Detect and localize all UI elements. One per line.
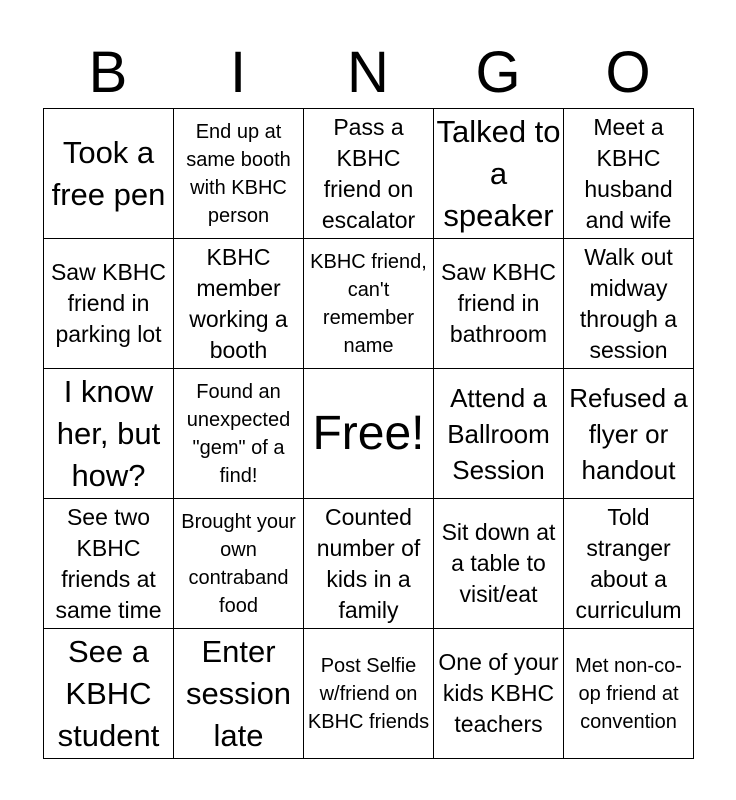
bingo-cell[interactable]: KBHC member working a booth [174, 239, 304, 369]
bingo-cell[interactable]: Talked to a speaker [434, 109, 564, 239]
bingo-cell[interactable]: Took a free pen [44, 109, 174, 239]
bingo-cell[interactable]: Found an unexpected "gem" of a find! [174, 369, 304, 499]
bingo-cell[interactable]: Enter session late [174, 629, 304, 759]
free-space[interactable]: Free! [304, 369, 434, 499]
header-letter-n: N [347, 40, 389, 105]
bingo-cell[interactable]: Refused a flyer or handout [564, 369, 694, 499]
bingo-cell[interactable]: Post Selfie w/friend on KBHC friends [304, 629, 434, 759]
bingo-cell[interactable]: Told stranger about a curriculum [564, 499, 694, 629]
bingo-row [44, 239, 694, 369]
bingo-cell[interactable]: Saw KBHC friend in parking lot [44, 239, 174, 369]
bingo-cell[interactable]: KBHC friend, can't remember name [304, 239, 434, 369]
bingo-cell[interactable]: Attend a Ballroom Session [434, 369, 564, 499]
bingo-cell[interactable]: Sit down at a table to visit/eat [434, 499, 564, 629]
bingo-row [44, 369, 694, 499]
bingo-cell[interactable]: Saw KBHC friend in bathroom [434, 239, 564, 369]
bingo-cell[interactable]: Walk out midway through a session [564, 239, 694, 369]
bingo-cell[interactable]: See two KBHC friends at same time [44, 499, 174, 629]
bingo-cell[interactable]: Met non-co-op friend at convention [564, 629, 694, 759]
bingo-cell[interactable]: Pass a KBHC friend on escalator [304, 109, 434, 239]
header-letter-o: O [605, 40, 651, 105]
bingo-cell[interactable]: Brought your own contraband food [174, 499, 304, 629]
header-letter-b: B [88, 40, 128, 105]
bingo-grid [43, 108, 694, 759]
header-letter-i: I [229, 40, 247, 105]
bingo-header [43, 38, 693, 108]
bingo-cell[interactable]: End up at same booth with KBHC person [174, 109, 304, 239]
bingo-cell[interactable]: See a KBHC student [44, 629, 174, 759]
bingo-cell[interactable]: I know her, but how? [44, 369, 174, 499]
bingo-row [44, 629, 694, 759]
bingo-cell[interactable]: Meet a KBHC husband and wife [564, 109, 694, 239]
bingo-cell[interactable]: One of your kids KBHC teachers [434, 629, 564, 759]
bingo-row [44, 109, 694, 239]
bingo-cell[interactable]: Counted number of kids in a family [304, 499, 434, 629]
header-letter-g: G [475, 40, 521, 105]
bingo-row [44, 499, 694, 629]
